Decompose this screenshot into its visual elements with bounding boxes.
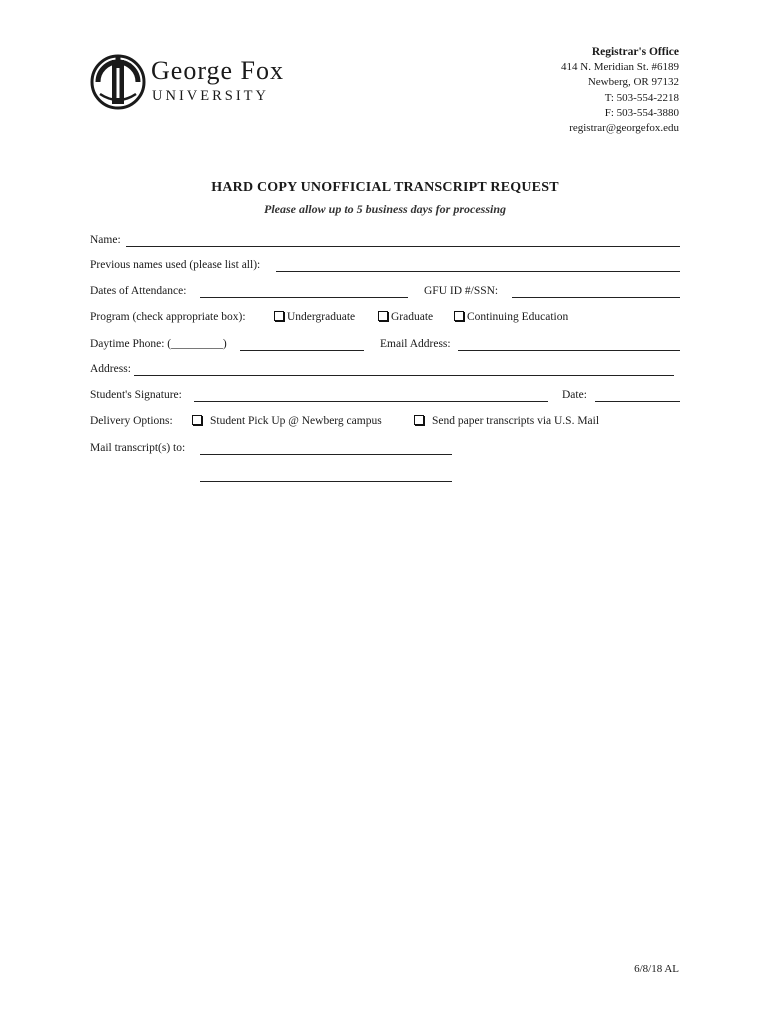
undergraduate-label: Undergraduate <box>287 311 356 323</box>
continuing-education-label: Continuing Education <box>467 311 569 323</box>
revision-date: 6/8/18 AL <box>634 963 679 975</box>
delivery-option-mail[interactable] <box>414 415 599 427</box>
mail-to-field-1[interactable] <box>200 442 452 455</box>
gfu-id-label: GFU ID #/SSN: <box>424 285 499 297</box>
dates-field[interactable] <box>200 285 408 298</box>
mail-to-row <box>90 442 680 460</box>
logo-subname: UNIVERSITY <box>152 88 269 104</box>
signature-label: Student's Signature: <box>90 389 182 401</box>
delivery-option-pickup[interactable] <box>192 415 382 427</box>
mail-to-label: Mail transcript(s) to: <box>90 442 186 454</box>
program-row <box>90 311 680 329</box>
mail-label: Send paper transcripts via U.S. Mail <box>432 415 600 427</box>
checkbox-icon[interactable] <box>274 311 284 321</box>
university-logo <box>90 52 320 114</box>
mail-to-field-2[interactable] <box>200 469 452 482</box>
previous-names-field[interactable] <box>276 259 680 272</box>
address-field[interactable] <box>134 363 674 376</box>
previous-names-row <box>90 259 680 277</box>
office-fax: F: 503-554-3880 <box>604 106 679 119</box>
checkbox-icon[interactable] <box>192 415 202 425</box>
email-field[interactable] <box>458 338 680 351</box>
office-email: registrar@georgefox.edu <box>569 122 679 135</box>
university-seal-icon <box>90 54 146 110</box>
program-label: Program (check appropriate box): <box>90 311 246 323</box>
name-label: Name: <box>90 234 121 246</box>
delivery-row <box>90 415 680 433</box>
logo-name: George Fox <box>151 56 285 85</box>
checkbox-icon[interactable] <box>454 311 464 321</box>
phone-field[interactable] <box>240 338 364 351</box>
program-option-undergraduate[interactable] <box>274 311 355 323</box>
delivery-label: Delivery Options: <box>90 415 173 427</box>
signature-row <box>90 389 680 407</box>
signature-field[interactable] <box>194 389 548 402</box>
program-option-graduate[interactable] <box>378 311 433 323</box>
office-phone: T: 503-554-2218 <box>604 91 679 104</box>
email-label: Email Address: <box>380 338 451 350</box>
form-subtitle: Please allow up to 5 business days for processing <box>263 202 506 216</box>
graduate-label: Graduate <box>391 311 434 323</box>
date-label: Date: <box>562 389 587 401</box>
office-title: Registrar's Office <box>591 46 679 58</box>
program-option-continuing[interactable] <box>454 311 568 323</box>
office-contact-block <box>561 45 679 136</box>
phone-label: Daytime Phone: (_________) <box>90 338 227 350</box>
pickup-label: Student Pick Up @ Newberg campus <box>210 415 382 427</box>
dates-label: Dates of Attendance: <box>90 285 187 297</box>
checkbox-icon[interactable] <box>414 415 424 425</box>
checkbox-icon[interactable] <box>378 311 388 321</box>
mail-to-row-2 <box>90 469 680 487</box>
gfu-id-field[interactable] <box>512 285 680 298</box>
office-address-line: 414 N. Meridian St. #6189 <box>561 61 679 74</box>
form-title: HARD COPY UNOFFICIAL TRANSCRIPT REQUEST <box>211 180 559 195</box>
address-label: Address: <box>90 363 131 375</box>
address-row <box>90 363 680 381</box>
attendance-row <box>90 285 680 303</box>
previous-names-label: Previous names used (please list all): <box>90 259 261 271</box>
name-row <box>90 234 680 252</box>
office-city-line: Newberg, OR 97132 <box>587 76 679 89</box>
date-field[interactable] <box>595 389 680 402</box>
name-field[interactable] <box>126 234 680 247</box>
contact-row <box>90 338 680 356</box>
